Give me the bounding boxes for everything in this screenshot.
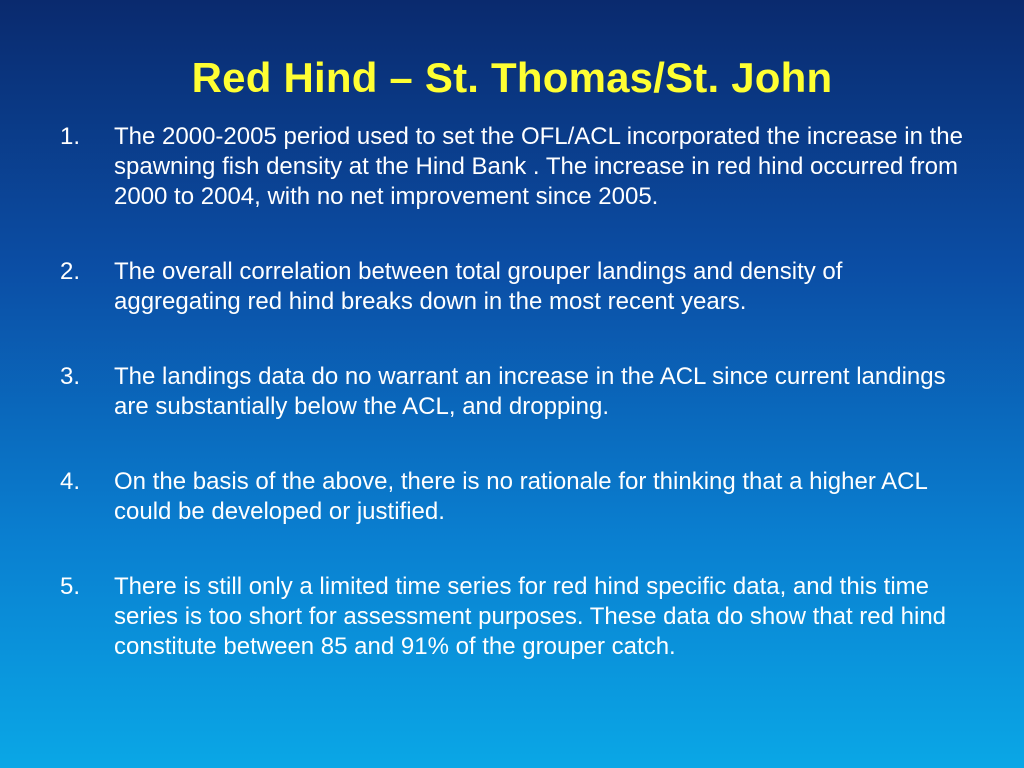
item-text: The overall correlation between total grouper landings and density of aggregating red hind breaks down in the most recent years.: [114, 258, 843, 315]
list-item: [60, 572, 970, 662]
item-text: The landings data do no warrant an increase in the ACL since current landings are substantially below the ACL, and dropping.: [114, 363, 946, 420]
item-text: There is still only a limited time series for red hind specific data, and this time series is too short for assessment purposes. These data do show that red hind constitute between 85 and 91% of the grouper catch.: [114, 573, 947, 660]
slide-title: Red Hind – St. Thomas/St. John: [191, 54, 833, 101]
list-item: [60, 362, 970, 422]
list-item: [60, 122, 970, 212]
list-item: [60, 257, 970, 317]
bullet-list: [60, 122, 970, 662]
item-number: 4.: [60, 468, 81, 495]
item-number: 2.: [60, 258, 81, 285]
item-text: The 2000-2005 period used to set the OFL/ACL incorporated the increase in the spawning fish density at the Hind Bank . The increase in red hind occurred from 2000 to 2004, with no net improvement since 2005.: [114, 123, 963, 210]
item-text: On the basis of the above, there is no rationale for thinking that a higher ACL could be developed or justified.: [114, 468, 927, 525]
item-number: 5.: [60, 573, 81, 600]
item-number: 1.: [60, 123, 81, 150]
item-number: 3.: [60, 363, 81, 390]
list-item: [60, 467, 970, 527]
